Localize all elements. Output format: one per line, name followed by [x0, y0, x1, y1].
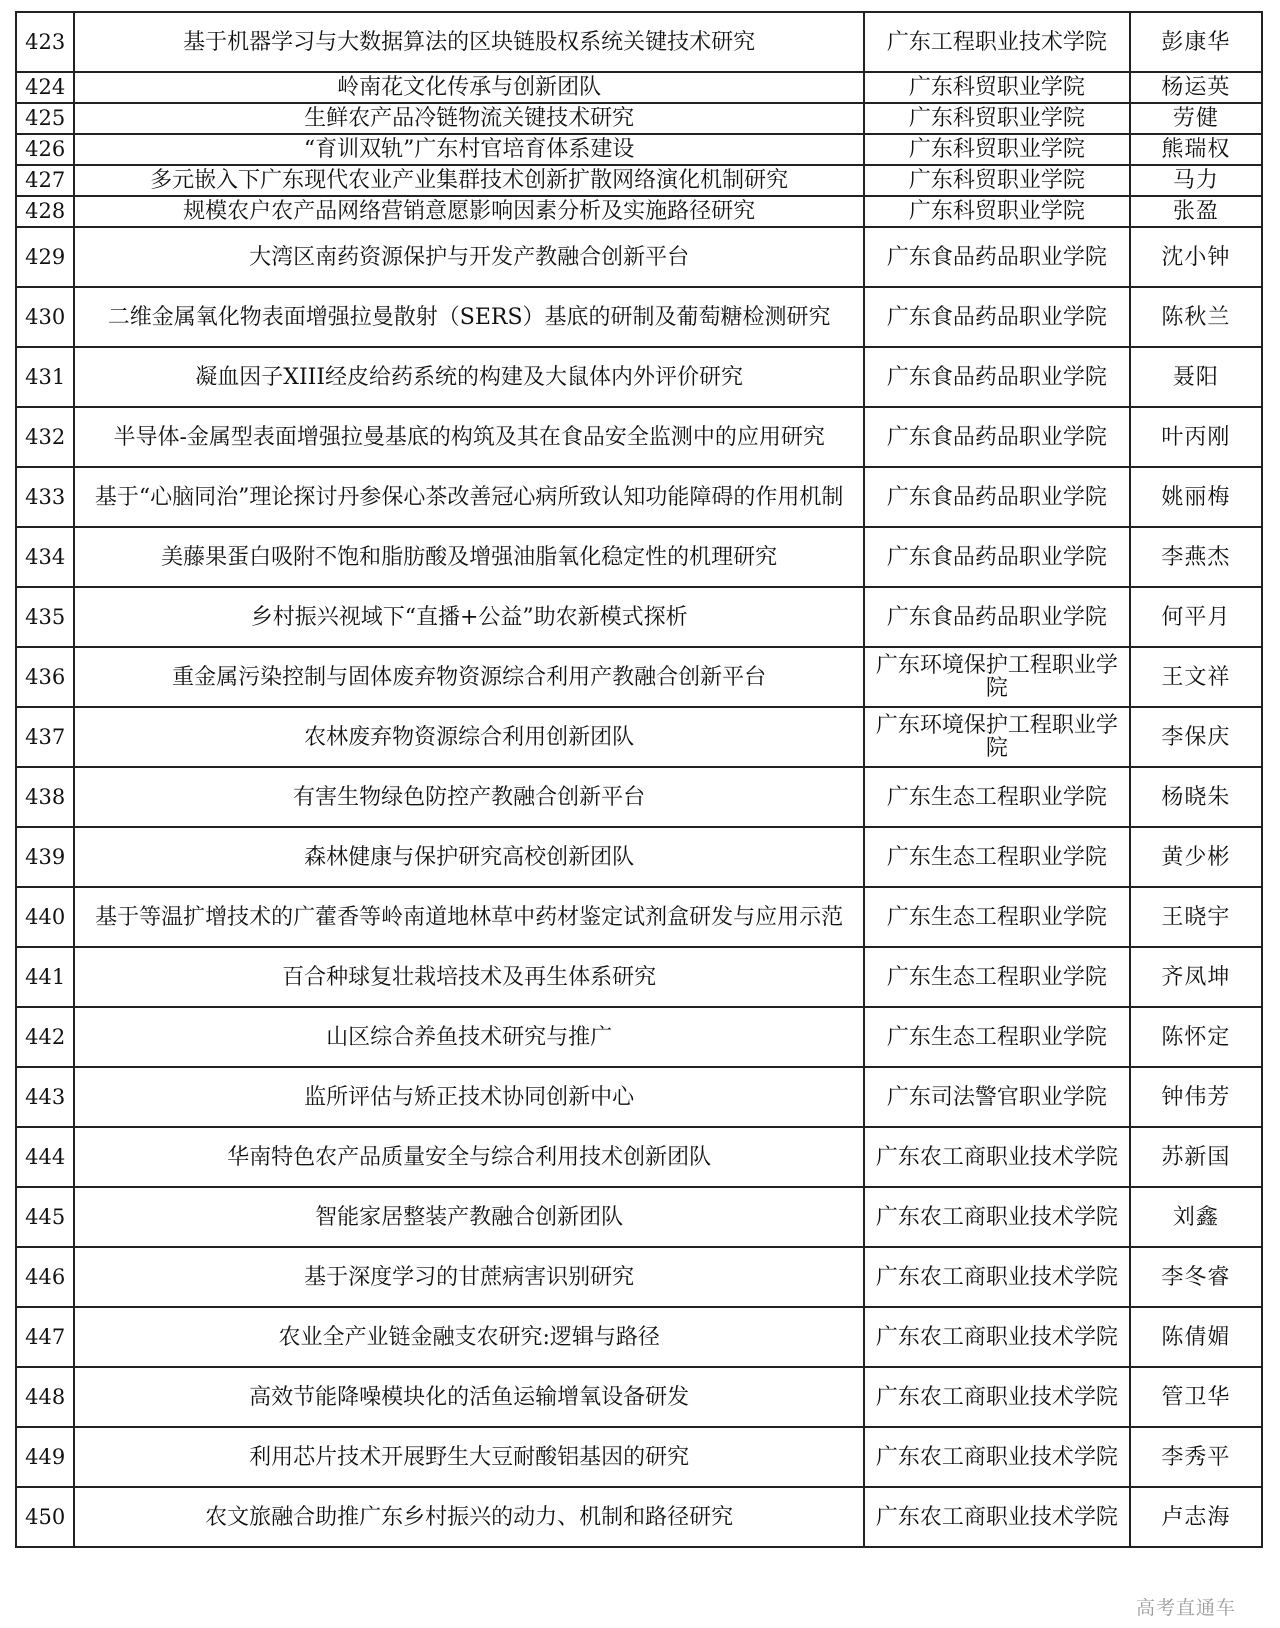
institution-cell: 广东食品药品职业学院	[864, 527, 1130, 587]
row-number-cell: 425	[16, 103, 74, 134]
institution-cell: 广东工程职业技术学院	[864, 12, 1130, 72]
table-row	[16, 1067, 1262, 1127]
row-number-cell: 434	[16, 527, 74, 587]
row-number-cell: 428	[16, 196, 74, 227]
leader-name-cell: 沈小钟	[1130, 227, 1262, 287]
table-row	[16, 103, 1262, 134]
leader-name-cell: 叶丙刚	[1130, 407, 1262, 467]
row-number-cell: 424	[16, 72, 74, 103]
leader-name-cell: 王文祥	[1130, 647, 1262, 707]
leader-name-cell: 卢志海	[1130, 1487, 1262, 1547]
row-number-cell: 443	[16, 1067, 74, 1127]
institution-cell: 广东科贸职业学院	[864, 72, 1130, 103]
project-title-cell: 大湾区南药资源保护与开发产教融合创新平台	[74, 227, 864, 287]
project-title-cell: 华南特色农产品质量安全与综合利用技术创新团队	[74, 1127, 864, 1187]
project-title-cell: 半导体-金属型表面增强拉曼基底的构筑及其在食品安全监测中的应用研究	[74, 407, 864, 467]
table-row	[16, 1427, 1262, 1487]
institution-cell: 广东食品药品职业学院	[864, 587, 1130, 647]
institution-cell: 广东科贸职业学院	[864, 134, 1130, 165]
table-row	[16, 347, 1262, 407]
leader-name-cell: 钟伟芳	[1130, 1067, 1262, 1127]
project-list-table	[15, 11, 1263, 1548]
project-title-cell: 农林废弃物资源综合利用创新团队	[74, 707, 864, 767]
project-title-cell: 基于深度学习的甘蔗病害识别研究	[74, 1247, 864, 1307]
project-title-cell: 农文旅融合助推广东乡村振兴的动力、机制和路径研究	[74, 1487, 864, 1547]
table-row	[16, 587, 1262, 647]
project-title-cell: 凝血因子XIII经皮给药系统的构建及大鼠体内外评价研究	[74, 347, 864, 407]
row-number-cell: 446	[16, 1247, 74, 1307]
row-number-cell: 440	[16, 887, 74, 947]
institution-cell: 广东农工商职业技术学院	[864, 1487, 1130, 1547]
institution-cell: 广东生态工程职业学院	[864, 827, 1130, 887]
project-title-cell: 基于“心脑同治”理论探讨丹参保心茶改善冠心病所致认知功能障碍的作用机制	[74, 467, 864, 527]
table-row	[16, 1307, 1262, 1367]
table-row	[16, 1007, 1262, 1067]
row-number-cell: 449	[16, 1427, 74, 1487]
row-number-cell: 435	[16, 587, 74, 647]
table-row	[16, 827, 1262, 887]
table-row	[16, 12, 1262, 72]
project-title-cell: 多元嵌入下广东现代农业产业集群技术创新扩散网络演化机制研究	[74, 165, 864, 196]
row-number-cell: 438	[16, 767, 74, 827]
table-row	[16, 287, 1262, 347]
leader-name-cell: 王晓宇	[1130, 887, 1262, 947]
leader-name-cell: 李燕杰	[1130, 527, 1262, 587]
project-title-cell: 智能家居整装产教融合创新团队	[74, 1187, 864, 1247]
institution-cell: 广东农工商职业技术学院	[864, 1187, 1130, 1247]
row-number-cell: 433	[16, 467, 74, 527]
row-number-cell: 426	[16, 134, 74, 165]
project-title-cell: 监所评估与矫正技术协同创新中心	[74, 1067, 864, 1127]
leader-name-cell: 陈怀定	[1130, 1007, 1262, 1067]
institution-cell: 广东食品药品职业学院	[864, 407, 1130, 467]
row-number-cell: 445	[16, 1187, 74, 1247]
row-number-cell: 439	[16, 827, 74, 887]
institution-cell: 广东生态工程职业学院	[864, 947, 1130, 1007]
project-title-cell: 基于等温扩增技术的广藿香等岭南道地林草中药材鉴定试剂盒研发与应用示范	[74, 887, 864, 947]
institution-cell: 广东食品药品职业学院	[864, 347, 1130, 407]
table-row	[16, 165, 1262, 196]
leader-name-cell: 熊瑞权	[1130, 134, 1262, 165]
leader-name-cell: 齐凤坤	[1130, 947, 1262, 1007]
row-number-cell: 429	[16, 227, 74, 287]
project-title-cell: 农业全产业链金融支农研究:逻辑与路径	[74, 1307, 864, 1367]
row-number-cell: 423	[16, 12, 74, 72]
project-title-cell: 规模农户农产品网络营销意愿影响因素分析及实施路径研究	[74, 196, 864, 227]
row-number-cell: 442	[16, 1007, 74, 1067]
table-row	[16, 1367, 1262, 1427]
project-title-cell: “育训双轨”广东村官培育体系建设	[74, 134, 864, 165]
leader-name-cell: 何平月	[1130, 587, 1262, 647]
institution-cell: 广东农工商职业技术学院	[864, 1367, 1130, 1427]
institution-cell: 广东科贸职业学院	[864, 196, 1130, 227]
institution-cell: 广东食品药品职业学院	[864, 467, 1130, 527]
row-number-cell: 437	[16, 707, 74, 767]
project-title-cell: 二维金属氧化物表面增强拉曼散射（SERS）基底的研制及葡萄糖检测研究	[74, 287, 864, 347]
project-title-cell: 利用芯片技术开展野生大豆耐酸铝基因的研究	[74, 1427, 864, 1487]
institution-cell: 广东司法警官职业学院	[864, 1067, 1130, 1127]
row-number-cell: 444	[16, 1127, 74, 1187]
leader-name-cell: 刘鑫	[1130, 1187, 1262, 1247]
institution-cell: 广东环境保护工程职业学院	[864, 647, 1130, 707]
project-title-cell: 有害生物绿色防控产教融合创新平台	[74, 767, 864, 827]
row-number-cell: 447	[16, 1307, 74, 1367]
leader-name-cell: 张盈	[1130, 196, 1262, 227]
institution-cell: 广东生态工程职业学院	[864, 1007, 1130, 1067]
project-title-cell: 山区综合养鱼技术研究与推广	[74, 1007, 864, 1067]
table-row	[16, 647, 1262, 707]
table-row	[16, 72, 1262, 103]
leader-name-cell: 苏新国	[1130, 1127, 1262, 1187]
leader-name-cell: 管卫华	[1130, 1367, 1262, 1427]
project-title-cell: 基于机器学习与大数据算法的区块链股权系统关键技术研究	[74, 12, 864, 72]
table-row	[16, 1247, 1262, 1307]
table-row	[16, 407, 1262, 467]
table-row	[16, 707, 1262, 767]
table-row	[16, 227, 1262, 287]
project-title-cell: 乡村振兴视域下“直播+公益”助农新模式探析	[74, 587, 864, 647]
institution-cell: 广东食品药品职业学院	[864, 227, 1130, 287]
project-title-cell: 岭南花文化传承与创新团队	[74, 72, 864, 103]
table-row	[16, 134, 1262, 165]
table-row	[16, 196, 1262, 227]
project-title-cell: 美藤果蛋白吸附不饱和脂肪酸及增强油脂氧化稳定性的机理研究	[74, 527, 864, 587]
institution-cell: 广东农工商职业技术学院	[864, 1247, 1130, 1307]
row-number-cell: 430	[16, 287, 74, 347]
leader-name-cell: 劳健	[1130, 103, 1262, 134]
leader-name-cell: 彭康华	[1130, 12, 1262, 72]
project-title-cell: 生鲜农产品冷链物流关键技术研究	[74, 103, 864, 134]
institution-cell: 广东农工商职业技术学院	[864, 1127, 1130, 1187]
leader-name-cell: 黄少彬	[1130, 827, 1262, 887]
table-row	[16, 947, 1262, 1007]
row-number-cell: 441	[16, 947, 74, 1007]
table-row	[16, 767, 1262, 827]
row-number-cell: 436	[16, 647, 74, 707]
institution-cell: 广东科贸职业学院	[864, 165, 1130, 196]
table-row	[16, 1187, 1262, 1247]
table-row	[16, 887, 1262, 947]
project-title-cell: 高效节能降噪模块化的活鱼运输增氧设备研发	[74, 1367, 864, 1427]
table-row	[16, 467, 1262, 527]
leader-name-cell: 陈秋兰	[1130, 287, 1262, 347]
watermark-text: 高考直通车	[1136, 1597, 1237, 1619]
leader-name-cell: 姚丽梅	[1130, 467, 1262, 527]
table-row	[16, 1487, 1262, 1547]
leader-name-cell: 李秀平	[1130, 1427, 1262, 1487]
table-row	[16, 1127, 1262, 1187]
project-title-cell: 百合种球复壮栽培技术及再生体系研究	[74, 947, 864, 1007]
institution-cell: 广东食品药品职业学院	[864, 287, 1130, 347]
leader-name-cell: 聂阳	[1130, 347, 1262, 407]
leader-name-cell: 陈倩媚	[1130, 1307, 1262, 1367]
table-body	[16, 12, 1262, 1547]
table-row	[16, 527, 1262, 587]
project-title-cell: 重金属污染控制与固体废弃物资源综合利用产教融合创新平台	[74, 647, 864, 707]
row-number-cell: 427	[16, 165, 74, 196]
leader-name-cell: 李冬睿	[1130, 1247, 1262, 1307]
institution-cell: 广东生态工程职业学院	[864, 887, 1130, 947]
row-number-cell: 431	[16, 347, 74, 407]
institution-cell: 广东环境保护工程职业学院	[864, 707, 1130, 767]
project-title-cell: 森林健康与保护研究高校创新团队	[74, 827, 864, 887]
institution-cell: 广东农工商职业技术学院	[864, 1427, 1130, 1487]
leader-name-cell: 李保庆	[1130, 707, 1262, 767]
row-number-cell: 432	[16, 407, 74, 467]
leader-name-cell: 杨晓朱	[1130, 767, 1262, 827]
institution-cell: 广东农工商职业技术学院	[864, 1307, 1130, 1367]
leader-name-cell: 杨运英	[1130, 72, 1262, 103]
leader-name-cell: 马力	[1130, 165, 1262, 196]
institution-cell: 广东生态工程职业学院	[864, 767, 1130, 827]
row-number-cell: 450	[16, 1487, 74, 1547]
row-number-cell: 448	[16, 1367, 74, 1427]
institution-cell: 广东科贸职业学院	[864, 103, 1130, 134]
